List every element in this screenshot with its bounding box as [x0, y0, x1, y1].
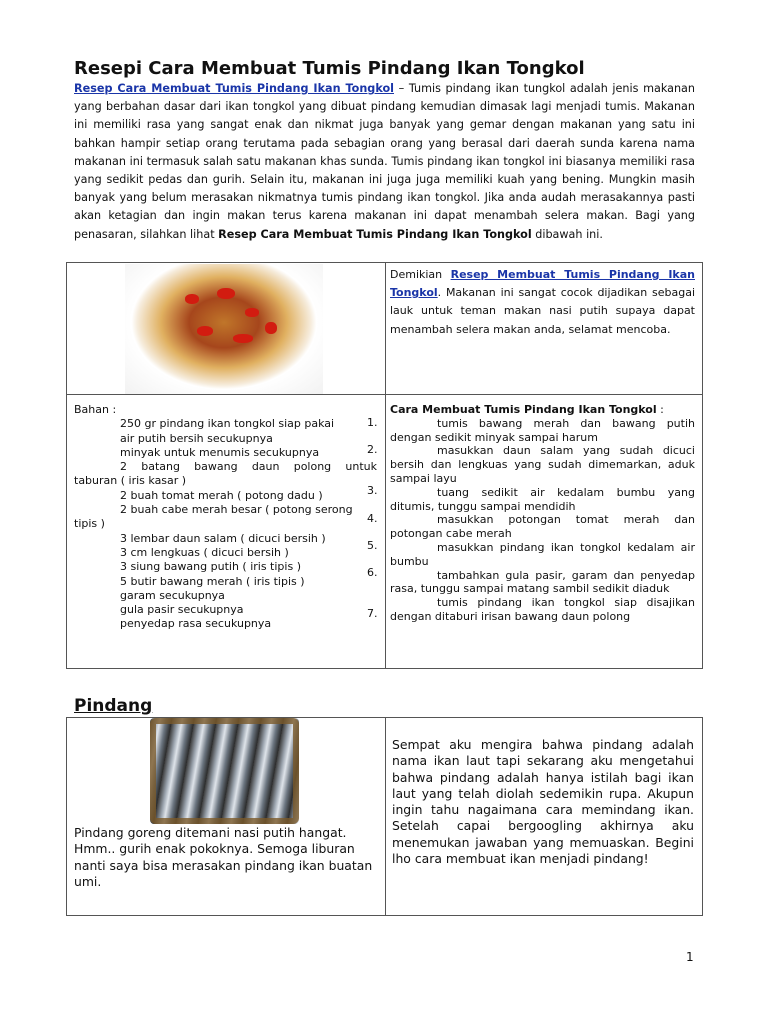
list-item: minyak untuk menumis secukupnya [120, 445, 320, 459]
list-item: gula pasir secukupnya [120, 603, 244, 617]
closing-pre: Demikian [390, 268, 451, 281]
list-item: air putih bersih secukupnya [120, 431, 273, 445]
list-item: penyedap rasa secukupnya [120, 617, 272, 631]
pindang-caption: Pindang goreng ditemani nasi putih hangat. Hmm.. gurih enak pokoknya. Semoga liburan nanti saya bisa merasakan pindang ikan buatan umi. [74, 825, 373, 890]
list-item: garam secukupnya [120, 588, 225, 602]
step-number: 5. [367, 539, 378, 552]
step-number: 6. [367, 566, 378, 579]
ingredients-label: Bahan : [74, 403, 117, 416]
list-item: 2 buah tomat merah ( potong dadu ) [120, 488, 323, 502]
step-number: 1. [367, 416, 378, 429]
list-item: masukkan potongan tomat merah dan potongan cabe merah [390, 513, 695, 541]
closing-paragraph [390, 266, 695, 339]
list-item: 2 buah cabe merah besar ( potong serong [120, 503, 353, 517]
step-number: 7. [367, 607, 378, 620]
list-item: tumis bawang merah dan bawang putih dengan sedikit minyak sampai harum [390, 416, 695, 444]
step-number: 3. [367, 484, 378, 497]
closing-post: . Makanan ini sangat cocok dijadikan sebagai lauk untuk teman makan nasi putih supaya dapat menambah selera makan anda, selamat mencoba. [390, 286, 695, 336]
list-item: 3 siung bawang putih ( iris tipis ) [120, 560, 301, 574]
list-item: tumis pindang ikan tongkol siap disajikan dengan ditaburi irisan bawang daun polong [390, 596, 695, 623]
list-item: 3 cm lengkuas ( dicuci bersih ) [120, 545, 289, 559]
intro-text: – Tumis pindang ikan tungkol adalah jenis makanan yang berbahan dasar dari ikan tongkol yang dibuat pindang kemudian dimasak lagi menjadi tumis. Makanan ini memiliki rasa yang sangat enak dan nikmat juga banyak yang gemar dengan makanan yang satu ini bahkan hampir setiap orang terutama pada sebagian orang yang berasal dari daerah sunda karena nama makanan ini termasuk salah satu makanan khas sunda. Tumis pindang ikan tongkol ini biasanya memiliki rasa yang sedikit pedas dan gurih. Selain itu, makanan ini juga juga memiliki kuah yang bening. Mungkin masih banyak yang belum merasakan nikmatnya tumis pindang ikan tongkol. Jika anda audah merasakannya pasti akan ketagian dan ingin makan terus karena makanan ini dapat menambah selera makan. Bagi yang penasaran, silahkan lihat [74, 82, 695, 241]
list-item: 2 batang bawang daun polong untuk [120, 460, 377, 474]
intro-end: dibawah ini. [531, 227, 603, 241]
list-item: 5 butir bawang merah ( iris tipis ) [120, 574, 305, 588]
page-number: 1 [686, 950, 694, 964]
list-item: masukkan pindang ikan tongkol kedalam air bumbu [390, 540, 695, 568]
step-number: 4. [367, 512, 378, 525]
step-number: 2. [367, 443, 378, 456]
pindang-story: Sempat aku mengira bahwa pindang adalah nama ikan laut tapi sekarang aku mengetahui bahwa pindang adalah hanya istilah bagi ikan laut yang telah diolah sedemikin rupa. Akupun ingin tahu nagaimana cara memindang ikan. Setelah capai bergoogling akhirnya aku menemukan jawaban yang memuaskan. Begini lho cara membuat ikan menjadi pindang! [392, 737, 694, 867]
steps-heading: Cara Membuat Tumis Pindang Ikan Tongkol [390, 403, 657, 416]
list-item-cont: taburan ( iris kasar ) [74, 474, 187, 488]
ingredients-list [74, 403, 377, 632]
pindang-fish-photo [150, 718, 299, 824]
list-item: tuang sedikit air kedalam bumbu yang ditumis, tunggu sampai mendidih [390, 485, 695, 513]
section-heading-pindang: Pindang [74, 696, 153, 716]
list-item: masukkan daun salam yang sudah dicuci bersih dan lengkuas yang sudah dimemarkan, aduk sampai layu [390, 444, 695, 485]
closing-link[interactable]: Resep Membuat Tumis Pindang Ikan Tongkol [390, 268, 695, 300]
steps-heading-colon: : [656, 403, 664, 416]
list-item: 250 gr pindang ikan tongkol siap pakai [120, 417, 335, 431]
list-item: 3 lembar daun salam ( dicuci bersih ) [120, 531, 326, 545]
tumis-dish-photo [125, 264, 323, 394]
steps-list [390, 403, 695, 624]
intro-bold: Resep Cara Membuat Tumis Pindang Ikan Tongkol [218, 227, 532, 241]
page-title: Resepi Cara Membuat Tumis Pindang Ikan Tongkol [74, 58, 585, 79]
list-item: tambahkan gula pasir, garam dan penyedap rasa, tunggu sampai matang sambil sedikit diaduk [390, 568, 695, 596]
list-item-cont: tipis ) [74, 517, 105, 531]
recipe-link[interactable]: Resep Cara Membuat Tumis Pindang Ikan Tongkol [74, 82, 394, 95]
intro-paragraph [74, 80, 695, 244]
